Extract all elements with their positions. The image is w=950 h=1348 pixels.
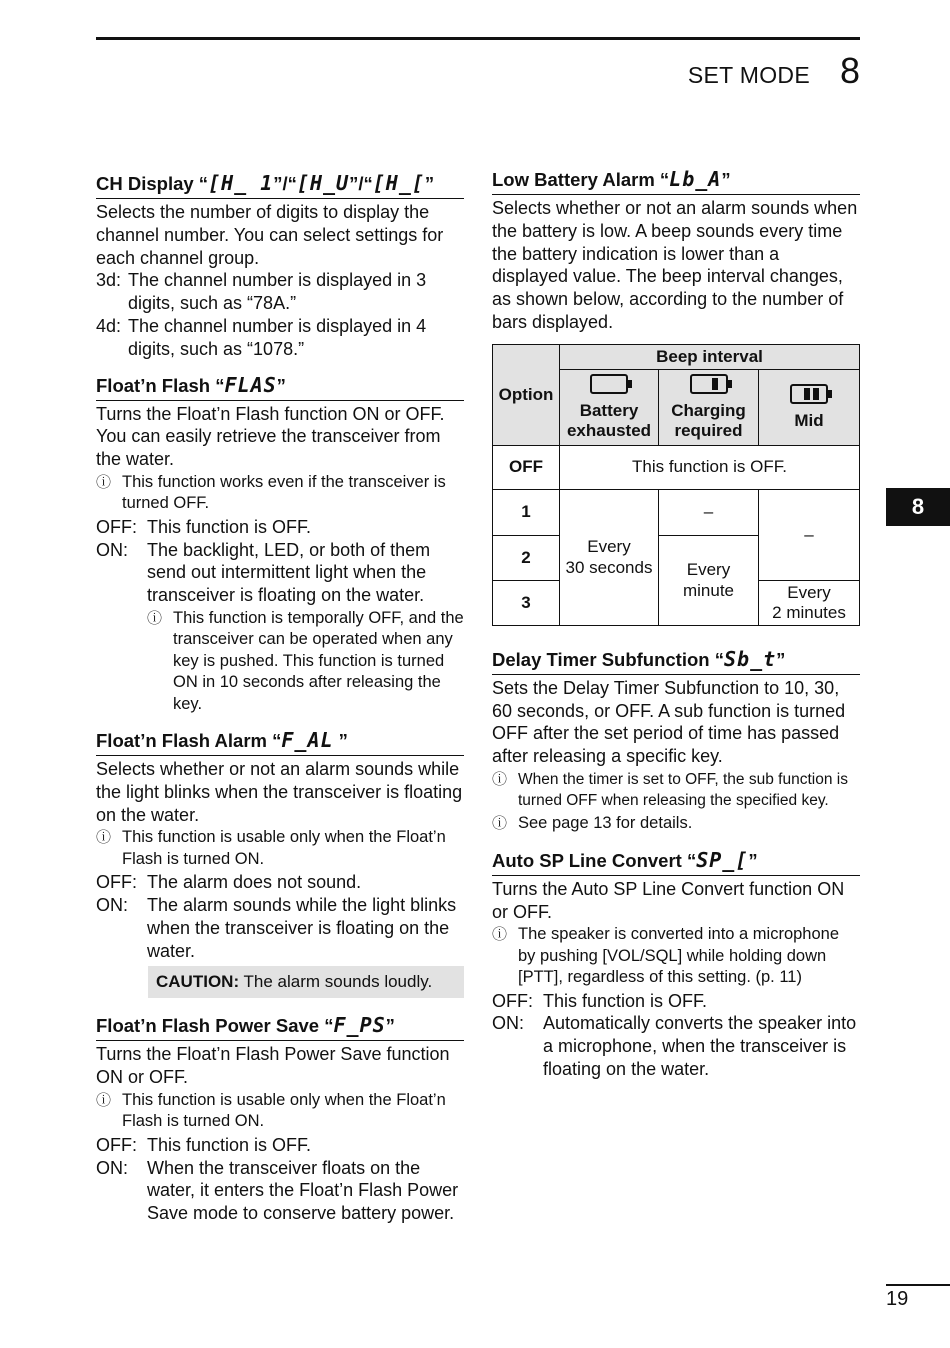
auto-sp-note: ⓘ The speaker is converted into a microphone by pushing [VOL/SQL] while holding down [PTT], regardless of this setting. (p. 11) bbox=[492, 924, 860, 988]
charging-required-header: Charging required bbox=[659, 369, 759, 445]
info-icon: ⓘ bbox=[147, 609, 163, 627]
every-minute-cell: Every minute bbox=[659, 535, 759, 625]
battery-exhausted-header: Battery exhausted bbox=[560, 369, 659, 445]
chapter-number: 8 bbox=[839, 50, 860, 91]
delay-timer-title: Delay Timer Subfunction “Sb_t” bbox=[492, 646, 860, 675]
beep-interval-header: Beep interval bbox=[560, 344, 860, 369]
auto-sp-option-on: ON: Automatically converts the speaker into a microphone, when the transceiver is floating on the water. bbox=[492, 1013, 857, 1079]
float-alarm-body: Selects whether or not an alarm sounds while the light blinks when the transceiver is floating on the water. bbox=[96, 759, 463, 825]
info-icon: ⓘ bbox=[492, 770, 508, 788]
float-power-option-off: OFF: This function is OFF. bbox=[96, 1134, 312, 1155]
row-1-label: 1 bbox=[493, 489, 560, 535]
right-column bbox=[492, 166, 860, 1081]
delay-timer-body: Sets the Delay Timer Subfunction to 10, 30, 60 seconds, or OFF. A sub function is turned OFF after the set period of time has passed after releasing a specific key. bbox=[492, 677, 846, 767]
float-power-title: Float’n Flash Power Save “F_PS” bbox=[96, 1012, 464, 1041]
every-30-seconds-cell: Every 30 seconds bbox=[560, 489, 659, 625]
low-battery-body: Selects whether or not an alarm sounds when the battery is low. A beep sounds every time the battery indication is lower than a displayed value. The beep interval changes, as shown below, according to the number of bars displayed. bbox=[492, 198, 858, 332]
row-2-label: 2 bbox=[493, 535, 560, 580]
auto-sp-option-off: OFF: This function is OFF. bbox=[492, 990, 708, 1011]
ch-display-body: Selects the number of digits to display the channel number. You can select settings for each channel group. bbox=[96, 202, 444, 268]
page-number: 19 bbox=[886, 1288, 909, 1310]
row-off-text: This function is OFF. bbox=[560, 445, 860, 489]
float-alarm-title: Float’n Flash Alarm “F_AL ” bbox=[96, 727, 464, 756]
caution-label: CAUTION: bbox=[156, 972, 240, 992]
battery-one-bar-icon bbox=[690, 374, 728, 394]
float-power-option-on: ON: When the transceiver floats on the water, it enters the Float’n Flash Power Save mode to conserve battery power. bbox=[96, 1157, 459, 1224]
float-alarm-option-on: ON: The alarm sounds while the light blinks when the transceiver is floating on the water. bbox=[96, 895, 457, 961]
ch-display-option-4d: 4d: The channel number is displayed in 4 digits, such as “1078.” bbox=[96, 315, 427, 359]
ch-display-option-3d: 3d: The channel number is displayed in 3 digits, such as “78A.” bbox=[96, 270, 427, 314]
header-title: SET MODE bbox=[687, 62, 810, 88]
mid-dash-cell: – bbox=[759, 489, 860, 580]
info-icon: ⓘ bbox=[96, 829, 112, 847]
auto-sp-title: Auto SP Line Convert “SP_[” bbox=[492, 847, 860, 876]
caution-box: CAUTION: The alarm sounds loudly. bbox=[148, 966, 464, 998]
info-icon: ⓘ bbox=[96, 1091, 112, 1109]
float-flash-note: ⓘ This function works even if the transceiver is turned OFF. bbox=[96, 472, 464, 515]
low-battery-title: Low Battery Alarm “Lb_A” bbox=[492, 166, 860, 195]
info-icon: ⓘ bbox=[492, 814, 508, 832]
float-flash-body: Turns the Float’n Flash function ON or OFF. You can easily retrieve the transceiver from the water. bbox=[96, 403, 445, 470]
chapter-side-tab: 8 bbox=[886, 488, 950, 526]
page-header bbox=[688, 50, 860, 92]
float-flash-on-note: ⓘ This function is temporally OFF, and the transceiver can be operated when any key is pushed. This function is turned ON in 10 seconds after releasing the key. bbox=[147, 608, 464, 715]
auto-sp-body: Turns the Auto SP Line Convert function ON or OFF. bbox=[492, 878, 845, 922]
float-flash-title: Float’n Flash “FLAS” bbox=[96, 372, 464, 401]
delay-timer-note-2: ⓘ See page 13 for details. bbox=[492, 813, 860, 835]
row-1-charging-cell: – bbox=[659, 489, 759, 535]
row-off-label: OFF bbox=[493, 445, 560, 489]
row-3-label: 3 bbox=[493, 580, 560, 625]
beep-interval-table bbox=[492, 344, 860, 626]
float-alarm-note: ⓘ This function is usable only when the Float’n Flash is turned ON. bbox=[96, 827, 464, 870]
delay-timer-note-1: ⓘ When the timer is set to OFF, the sub function is turned OFF when releasing the specified key. bbox=[492, 769, 860, 812]
float-flash-option-on: ON: The backlight, LED, or both of them send out intermittent light when the transceiver is floating on the water. bbox=[96, 539, 431, 606]
mid-header: Mid bbox=[759, 369, 860, 445]
float-flash-option-off: OFF: This function is OFF. bbox=[96, 516, 312, 537]
info-icon: ⓘ bbox=[96, 473, 112, 491]
option-header: Option bbox=[493, 344, 560, 445]
ch-display-title: CH Display “[H_ 1”/“[H_U”/“[H_[” bbox=[96, 170, 464, 199]
battery-empty-icon bbox=[590, 374, 628, 394]
float-power-note: ⓘ This function is usable only when the Float’n Flash is turned ON. bbox=[96, 1090, 464, 1133]
bottom-rule bbox=[886, 1284, 950, 1286]
float-alarm-option-off: OFF: The alarm does not sound. bbox=[96, 872, 362, 893]
battery-two-bar-icon bbox=[790, 384, 828, 404]
every-2-minutes-cell: Every 2 minutes bbox=[759, 580, 860, 625]
info-icon: ⓘ bbox=[492, 926, 508, 944]
top-rule bbox=[96, 37, 860, 40]
left-column bbox=[96, 170, 464, 1225]
float-power-body: Turns the Float’n Flash Power Save function ON or OFF. bbox=[96, 1044, 450, 1088]
